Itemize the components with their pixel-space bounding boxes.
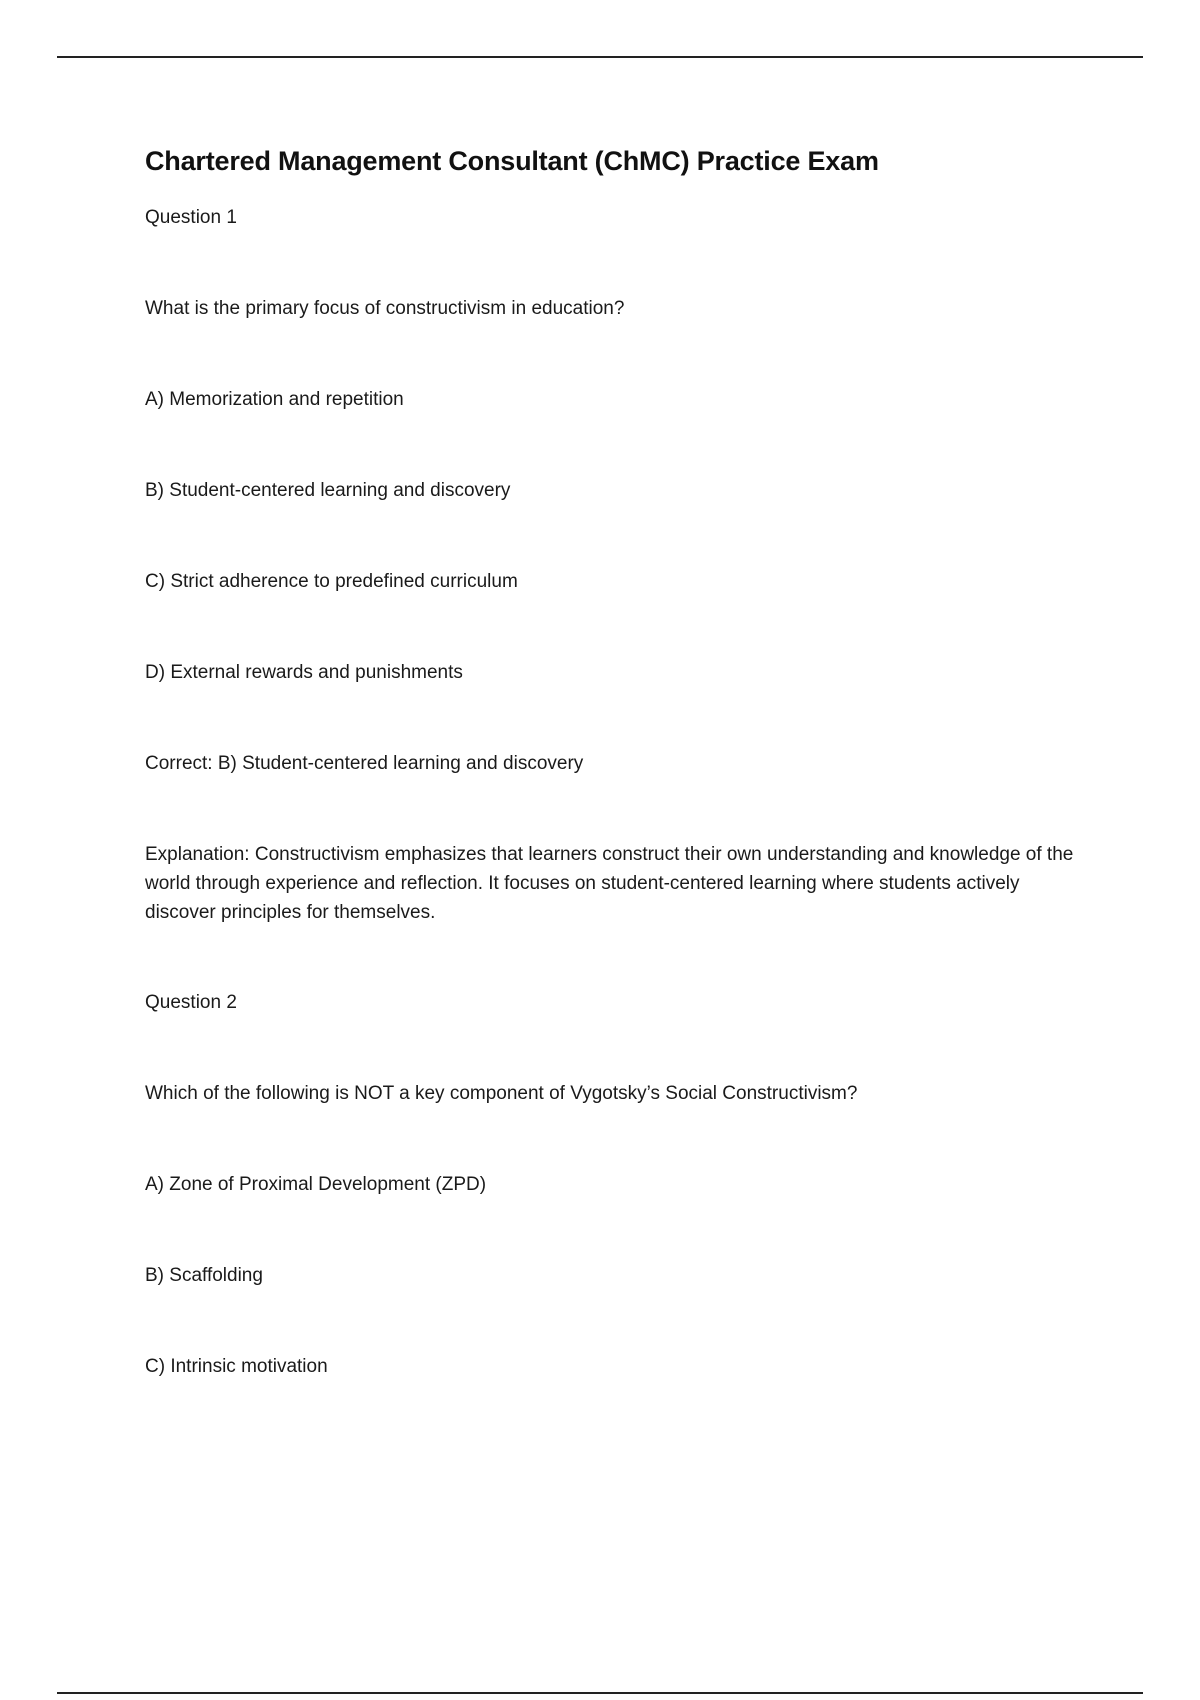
answer-option-b: B) Scaffolding <box>145 1265 263 1286</box>
question-prompt: What is the primary focus of constructivism in education? <box>145 298 625 319</box>
page-title: Chartered Management Consultant (ChMC) Practice Exam <box>145 146 879 176</box>
answer-option-d: D) External rewards and punishments <box>145 662 463 683</box>
answer-option-c: C) Intrinsic motivation <box>145 1356 328 1377</box>
question-label: Question 1 <box>145 207 237 228</box>
answer-option-b: B) Student-centered learning and discovery <box>145 480 511 501</box>
explanation: Explanation: Constructivism emphasizes that learners construct their own understanding and knowledge of the world through experience and reflection. It focuses on student-centered learning where students actively discover principles for themselves. <box>145 844 1074 923</box>
question-label: Question 2 <box>145 992 237 1013</box>
correct-answer: Correct: B) Student-centered learning and discovery <box>145 753 584 774</box>
question-prompt: Which of the following is NOT a key component of Vygotsky’s Social Constructivism? <box>145 1083 858 1104</box>
answer-option-a: A) Memorization and repetition <box>145 389 404 410</box>
answer-option-c: C) Strict adherence to predefined curriculum <box>145 571 518 592</box>
header-rule <box>57 56 1143 58</box>
footer-rule <box>57 1692 1143 1694</box>
answer-option-a: A) Zone of Proximal Development (ZPD) <box>145 1174 487 1195</box>
